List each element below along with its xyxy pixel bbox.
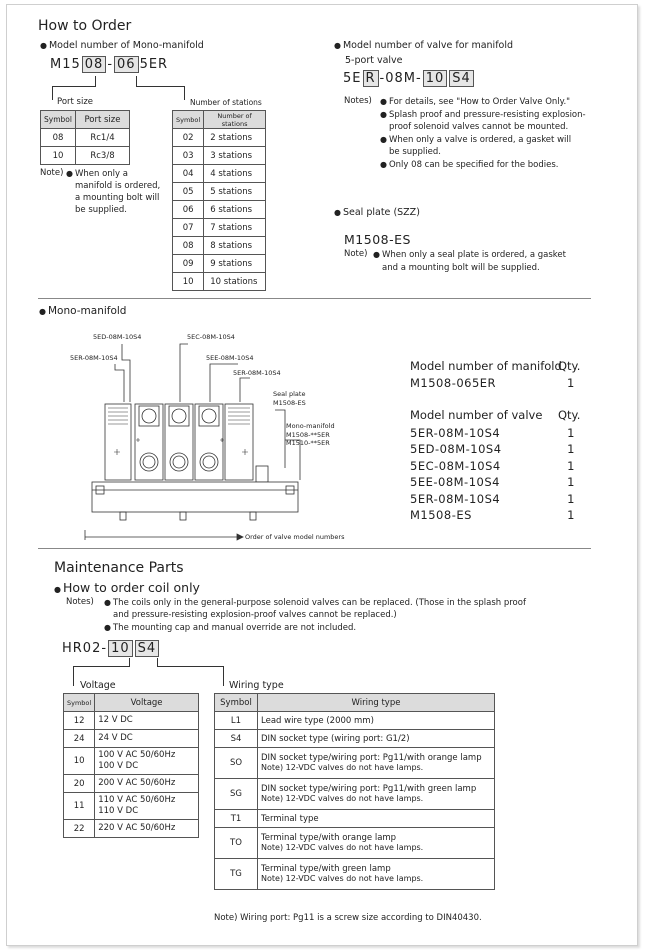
list-item xyxy=(410,458,585,474)
list-item xyxy=(410,507,585,523)
table-row xyxy=(215,730,495,748)
coil-note-line: and pressure-resisting explosion-proof valves cannot be replaced.) xyxy=(113,610,397,621)
wiring-type-cell xyxy=(258,730,495,748)
wiring-symbol-cell: L1 xyxy=(215,712,258,730)
voltage-value-cell xyxy=(95,820,199,838)
station-symbol-cell: 05 xyxy=(173,183,204,201)
wiring-type-line: Terminal type xyxy=(261,813,319,824)
seal-title xyxy=(334,207,420,218)
valve-model-value: 5EC-08M-10S4 xyxy=(410,458,501,473)
seal-code-tag: (SZZ) xyxy=(393,207,420,218)
wiring-type-line: Terminal type/with orange lamp xyxy=(261,833,397,843)
valve-note-line: proof solenoid valves cannot be mounted. xyxy=(389,122,569,132)
wiring-table xyxy=(214,693,495,890)
manifold-model-header: Model number of manifold xyxy=(410,359,562,373)
table-row xyxy=(173,201,266,219)
valve-note-line: ● For details, see "How to Order Valve Only." xyxy=(380,96,586,109)
seal-title-text: ● Seal plate xyxy=(334,207,390,218)
mono-code-dash: - xyxy=(107,57,114,72)
connector-line xyxy=(136,86,184,87)
valve-model-list xyxy=(410,425,585,523)
footer-note: Note) Wiring port: Pg11 is a screw size according to DIN40430. xyxy=(214,913,482,923)
voltage-symbol-cell: 20 xyxy=(64,775,95,793)
drawing-label-valve-2: 5EC-08M-10S4 xyxy=(187,333,235,341)
voltage-value-line: 100 V AC 50/60Hz xyxy=(98,750,176,760)
stations-col-symbol: Symbol xyxy=(173,111,204,129)
stations-label: Number of stations xyxy=(190,98,262,107)
list-item xyxy=(410,491,585,507)
port-note-line: ● When only a xyxy=(66,168,160,180)
table-row xyxy=(41,129,130,147)
valve-code-mid: -08M- xyxy=(379,71,422,86)
mono-model-code xyxy=(50,56,168,73)
mono-code-stations-box: 06 xyxy=(114,56,139,73)
manifold-qty-header: Qty. xyxy=(558,359,581,373)
manifold-label-line: M1510-**5ER xyxy=(286,439,330,447)
table-row xyxy=(173,129,266,147)
table-row xyxy=(173,165,266,183)
coil-note-line: ● The mounting cap and manual override are not included. xyxy=(104,622,526,634)
port-col-symbol: Symbol xyxy=(41,111,76,129)
station-symbol-cell: 09 xyxy=(173,255,204,273)
table-row xyxy=(215,810,495,828)
valve-notes xyxy=(380,96,586,171)
port-note-line: a mounting bolt will xyxy=(75,193,160,203)
port-symbol-cell: 10 xyxy=(41,147,76,165)
mono-code-prefix: M15 xyxy=(50,57,81,72)
station-count-cell: 2 stations xyxy=(204,129,266,147)
wiring-type-line: DIN socket type/wiring port: Pg11/with green lamp xyxy=(261,784,477,794)
voltage-value-line: 200 V AC 50/60Hz xyxy=(98,778,176,788)
voltage-table xyxy=(63,693,199,838)
valve-qty-value: 1 xyxy=(567,508,575,523)
valve-model-code xyxy=(343,70,475,87)
coil-code-dash: - xyxy=(101,641,108,656)
valve-model-value: 5EE-08M-10S4 xyxy=(410,475,500,490)
wiring-type-cell xyxy=(258,810,495,828)
mono-code-suffix: 5ER xyxy=(139,57,169,72)
table-row xyxy=(215,748,495,779)
valve-qty-header: Qty. xyxy=(558,408,581,422)
wiring-type-cell xyxy=(258,779,495,810)
wiring-type-line: Note) 12-VDC valves do not have lamps. xyxy=(261,763,424,772)
station-count-cell: 3 stations xyxy=(204,147,266,165)
section-title-how-to-order: How to Order xyxy=(38,18,132,34)
mono-model-title: ● Model number of Mono-manifold xyxy=(40,40,204,51)
wiring-type-line: Note) 12-VDC valves do not have lamps. xyxy=(261,794,424,803)
voltage-value-cell xyxy=(95,730,199,748)
connector-line xyxy=(52,86,96,87)
connector-line xyxy=(95,76,96,86)
table-row xyxy=(215,779,495,810)
seal-model: M1508-ES xyxy=(344,232,411,247)
voltage-table-body xyxy=(64,712,199,838)
station-count-cell: 9 stations xyxy=(204,255,266,273)
valve-qty-value: 1 xyxy=(567,442,575,457)
port-size-cell: Rc1/4 xyxy=(75,129,129,147)
seal-note-label: Note) xyxy=(344,249,368,259)
voltage-col-voltage: Voltage xyxy=(95,694,199,712)
wiring-symbol-cell: TG xyxy=(215,859,258,890)
wiring-type-line: DIN socket type/wiring port: Pg11/with orange lamp xyxy=(261,753,482,763)
valve-qty-value: 1 xyxy=(567,475,575,490)
manifold-drawing xyxy=(60,340,360,545)
seal-note-line: ● When only a seal plate is ordered, a gasket xyxy=(373,249,566,262)
station-symbol-cell: 02 xyxy=(173,129,204,147)
voltage-symbol-cell: 22 xyxy=(64,820,95,838)
wiring-symbol-cell: TO xyxy=(215,828,258,859)
section-title-maintenance: Maintenance Parts xyxy=(54,560,184,576)
station-symbol-cell: 08 xyxy=(173,237,204,255)
table-row xyxy=(215,828,495,859)
table-row xyxy=(173,273,266,291)
manifold-qty-value: 1 xyxy=(567,376,575,390)
table-row xyxy=(173,219,266,237)
connector-line xyxy=(136,76,137,86)
connector-line xyxy=(223,666,224,686)
station-count-cell: 4 stations xyxy=(204,165,266,183)
mono-code-port-box: 08 xyxy=(82,56,107,73)
wiring-type-line: Lead wire type (2000 mm) xyxy=(261,715,374,726)
manifold-label-line: Mono-manifold xyxy=(286,422,335,430)
divider xyxy=(38,298,591,299)
connector-line xyxy=(73,666,74,686)
station-count-cell: 7 stations xyxy=(204,219,266,237)
coil-code-prefix: HR02 xyxy=(62,641,102,656)
voltage-value-line: 24 V DC xyxy=(98,733,133,743)
list-item xyxy=(410,474,585,490)
table-row xyxy=(41,147,130,165)
coil-notes-label: Notes) xyxy=(66,597,94,607)
valve-note-line: ● When only a valve is ordered, a gasket will xyxy=(380,134,586,147)
valve-note-line: ● Splash proof and pressure-resisting explosion- xyxy=(380,109,586,122)
wiring-symbol-cell: SG xyxy=(215,779,258,810)
table-row xyxy=(64,775,199,793)
connector-line xyxy=(73,666,130,667)
station-count-cell: 10 stations xyxy=(204,273,266,291)
stations-table-body xyxy=(173,129,266,291)
wiring-type-line: Terminal type/with green lamp xyxy=(261,864,391,874)
coil-notes xyxy=(104,597,526,634)
valve-note-line: ● Only 08 can be specified for the bodies. xyxy=(380,159,586,172)
wiring-col-type: Wiring type xyxy=(258,694,495,712)
port-note-line: manifold is ordered, xyxy=(75,181,161,191)
table-row xyxy=(64,730,199,748)
wiring-type-line: Note) 12-VDC valves do not have lamps. xyxy=(261,874,424,883)
drawing-label-valve-3: 5ER-08M-10S4 xyxy=(70,354,118,362)
table-row xyxy=(215,859,495,890)
voltage-col-symbol: Symbol xyxy=(64,694,95,712)
port-symbol-cell: 08 xyxy=(41,129,76,147)
voltage-value-cell xyxy=(95,748,199,775)
coil-code-voltage-box: 10 xyxy=(108,640,133,657)
voltage-value-line: 220 V AC 50/60Hz xyxy=(98,823,176,833)
connector-line xyxy=(184,86,185,100)
station-symbol-cell: 03 xyxy=(173,147,204,165)
valve-code-box-type: R xyxy=(363,70,379,87)
station-symbol-cell: 07 xyxy=(173,219,204,237)
manifold-label-line: M1508-**5ER xyxy=(286,430,330,439)
port-size-label: Port size xyxy=(57,97,94,107)
port-size-table xyxy=(40,110,130,165)
list-item xyxy=(410,441,585,457)
wiring-table-body xyxy=(215,712,495,890)
stations-col-number: Number of stations xyxy=(204,111,266,129)
divider xyxy=(38,548,591,549)
voltage-symbol-cell: 11 xyxy=(64,793,95,820)
port-note-label: Note) xyxy=(40,168,64,178)
drawing-label-valve-1: 5ED-08M-10S4 xyxy=(93,333,142,341)
valve-model-header: Model number of valve xyxy=(410,408,543,422)
order-arrow-label: Order of valve model numbers xyxy=(245,533,345,541)
valve-qty-value: 1 xyxy=(567,491,575,506)
voltage-value-cell xyxy=(95,712,199,730)
table-row xyxy=(215,712,495,730)
voltage-value-line: 100 V DC xyxy=(98,761,139,771)
table-row xyxy=(173,183,266,201)
voltage-value-cell xyxy=(95,775,199,793)
table-row xyxy=(173,147,266,165)
list-item xyxy=(410,425,585,441)
port-size-cell: Rc3/8 xyxy=(75,147,129,165)
voltage-value-line: 12 V DC xyxy=(98,715,133,725)
table-row xyxy=(64,712,199,730)
valve-qty-value: 1 xyxy=(567,426,575,440)
stations-table xyxy=(172,110,266,291)
valve-body xyxy=(105,404,253,480)
voltage-label: Voltage xyxy=(80,680,116,691)
valve-model-value: 5ED-08M-10S4 xyxy=(410,442,502,457)
valve-note-line: be supplied. xyxy=(389,147,441,157)
coil-note-line: ● The coils only in the general-purpose solenoid valves can be replaced. (Those in the splash proof xyxy=(104,597,526,609)
table-row xyxy=(173,255,266,273)
station-count-cell: 6 stations xyxy=(204,201,266,219)
wiring-label: Wiring type xyxy=(229,680,284,691)
station-count-cell: 8 stations xyxy=(204,237,266,255)
connector-line xyxy=(129,658,130,666)
wiring-type-cell xyxy=(258,712,495,730)
seal-label-line: Seal plate xyxy=(273,390,306,398)
voltage-value-line: 110 V AC 50/60Hz xyxy=(98,795,176,805)
wiring-col-symbol: Symbol xyxy=(215,694,258,712)
valve-model-value: 5ER-08M-10S4 xyxy=(410,426,501,440)
port-note xyxy=(66,168,160,216)
seal-note xyxy=(373,249,566,274)
wiring-type-line: Note) 12-VDC valves do not have lamps. xyxy=(261,843,424,852)
connector-line xyxy=(157,658,158,666)
port-col-port-size: Port size xyxy=(75,111,129,129)
connector-line xyxy=(52,86,53,100)
valve-sub-label: 5-port valve xyxy=(345,55,403,66)
valve-notes-label: Notes) xyxy=(344,96,372,106)
wiring-type-cell xyxy=(258,748,495,779)
wiring-symbol-cell: SO xyxy=(215,748,258,779)
voltage-symbol-cell: 12 xyxy=(64,712,95,730)
table-row xyxy=(64,793,199,820)
valve-model-value: M1508-ES xyxy=(410,508,472,523)
valve-code-box-wiring: S4 xyxy=(449,70,474,87)
station-symbol-cell: 10 xyxy=(173,273,204,291)
wiring-type-cell xyxy=(258,859,495,890)
wiring-symbol-cell: S4 xyxy=(215,730,258,748)
wiring-symbol-cell: T1 xyxy=(215,810,258,828)
voltage-value-line: 110 V DC xyxy=(98,806,139,816)
section-title-mono-manifold: ● Mono-manifold xyxy=(39,305,126,317)
station-symbol-cell: 06 xyxy=(173,201,204,219)
voltage-value-cell xyxy=(95,793,199,820)
valve-qty-value: 1 xyxy=(567,458,575,473)
drawing-label-valve-4: 5EE-08M-10S4 xyxy=(206,354,254,362)
voltage-symbol-cell: 10 xyxy=(64,748,95,775)
seal-label-line: M1508-ES xyxy=(273,399,306,407)
table-row xyxy=(173,237,266,255)
wiring-type-line: DIN socket type (wiring port: G1/2) xyxy=(261,733,410,744)
coil-title-text: ● How to order coil only xyxy=(54,580,200,595)
table-row xyxy=(64,748,199,775)
coil-code xyxy=(62,640,160,657)
wiring-type-cell xyxy=(258,828,495,859)
coil-title xyxy=(54,580,200,595)
seal-note-line: and a mounting bolt will be supplied. xyxy=(382,262,540,273)
voltage-symbol-cell: 24 xyxy=(64,730,95,748)
coil-code-wiring-box: S4 xyxy=(135,640,160,657)
port-note-line: be supplied. xyxy=(75,205,127,215)
drawing-label-valve-5: 5ER-08M-10S4 xyxy=(233,369,281,377)
table-row xyxy=(64,820,199,838)
valve-model-value: 5ER-08M-10S4 xyxy=(410,491,501,506)
valve-code-box-voltage: 10 xyxy=(423,70,448,87)
connector-line xyxy=(157,666,223,667)
manifold-model-value: M1508-065ER xyxy=(410,376,497,390)
station-count-cell: 5 stations xyxy=(204,183,266,201)
station-symbol-cell: 04 xyxy=(173,165,204,183)
valve-code-prefix: 5E xyxy=(343,71,362,86)
valve-model-title: ● Model number of valve for manifold xyxy=(334,40,513,51)
